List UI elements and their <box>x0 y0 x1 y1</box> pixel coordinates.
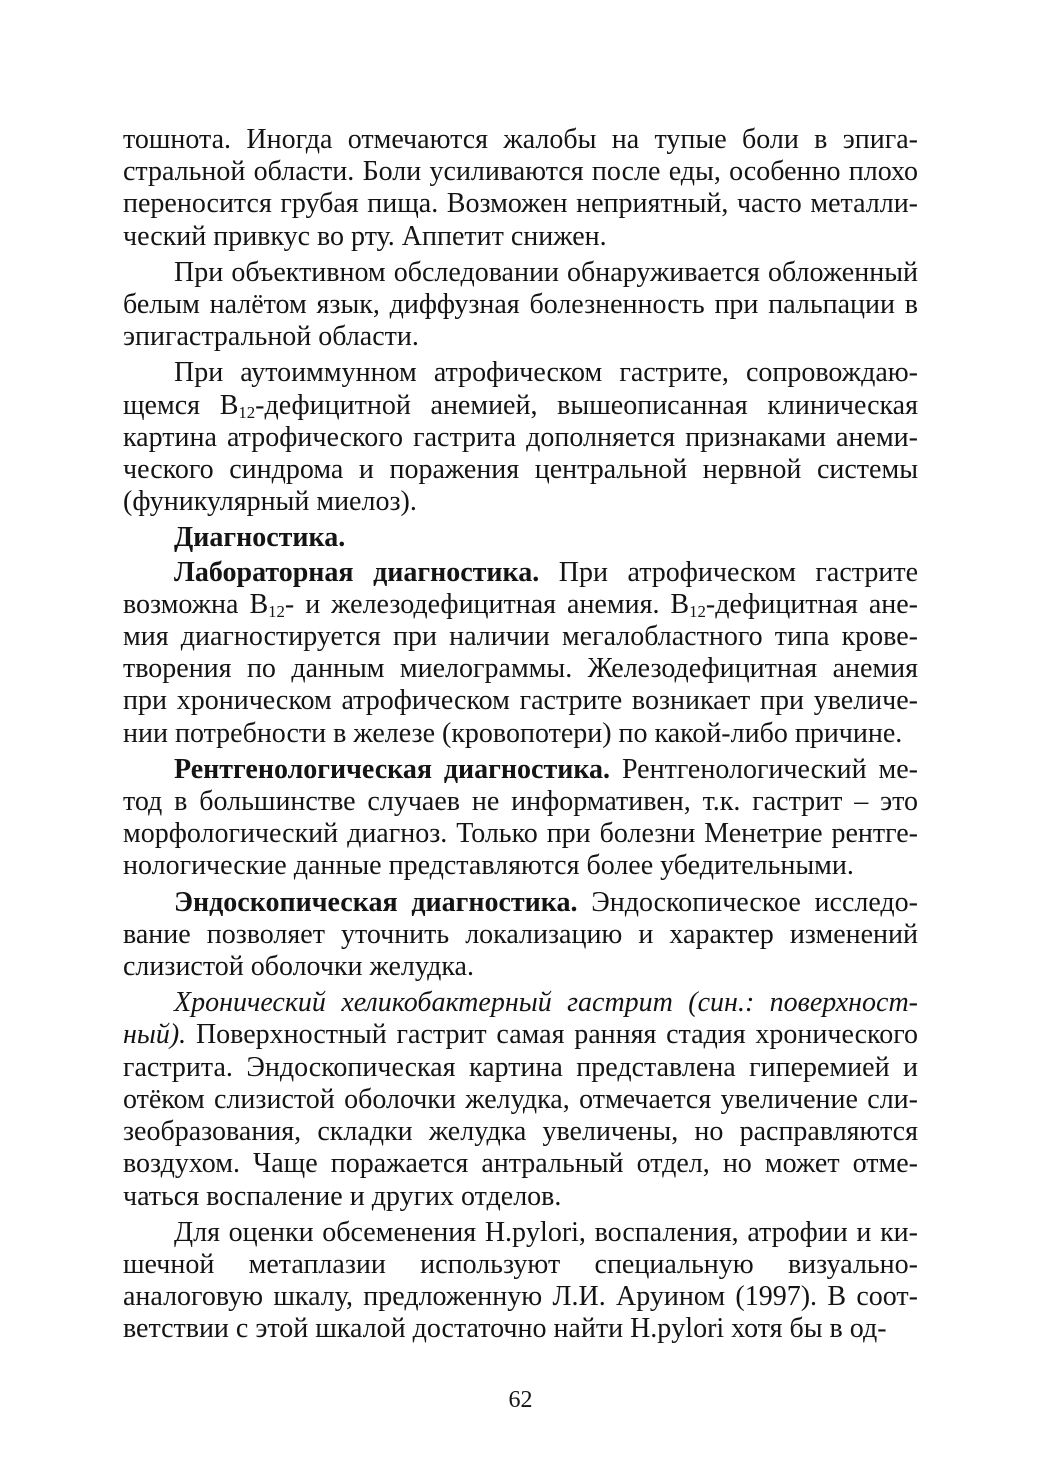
endoscopic-diagnostics-heading: Эндоскопическая диагностика. <box>174 886 578 918</box>
page-body <box>123 124 918 1350</box>
page-number: 62 <box>508 1387 533 1413</box>
helicobacter-gastritis-term: Хронический хеликобактерный гастрит (син.: поверхностный). <box>123 987 918 1051</box>
lab-diagnostics-heading: Лабораторная диагностика. <box>174 556 540 588</box>
paragraph-symptoms: тошнота. Иногда отмечаются жалобы на тупые боли в эпигастральной области. Боли усиливаются после еды, особенно плохо переносится грубая пища. Возможен неприятный, часто металлический привкус во рту. Аппетит снижен. <box>123 124 918 252</box>
paragraph-lab-diagnostics: Лабораторная диагностика. При атрофическом гастрите возможна $B_{12}-$ и железодефицитная анемия. $B_{12}$-дефицитная анемия диагностируется при наличии мегалобластного типа кроветворения по данным миелограммы. Железодефицитная анемия при хроническом атрофическом гастрите возникает при увеличении потребности в железе (кровопотери) по какой-либо причине. <box>123 556 918 749</box>
paragraph-visual-analog-scale: Для оценки обсеменения H.pylori, воспаления, атрофии и кишечной метаплазии используют специальную визуально-аналоговую шкалу, предложенную Л.И. Аруином (1997). В соответствии с этой шкалой достаточно найти H.pylori хотя бы в од- <box>123 1216 918 1345</box>
paragraph-autoimmune-gastritis: При аутоиммунном атрофическом гастрите, сопровождающемся $B_{12}$-дефицитной анемией, вышеописанная клиническая картина атрофического гастрита дополняется признаками анемического синдрома и поражения центральной нервной системы (фуникулярный миелоз). <box>123 357 918 518</box>
paragraph-xray-diagnostics: Рентгенологическая диагностика. Рентгенологический метод в большинстве случаев не информативен, т.к. гастрит – это морфологический диагноз. Только при болезни Менетрие рентгенологические данные представляются более убедительными. <box>123 753 918 882</box>
paragraph-helicobacter-gastritis: Хронический хеликобактерный гастрит (син.: поверхностный). Поверхностный гастрит самая ранняя стадия хронического гастрита. Эндоскопическая картина представлена гиперемией и отёком слизистой оболочки желудка, отмечается увеличение слизеобразования, складки желудка увеличены, но расправляются воздухом. Чаще поражается антральный отдел, но может отмечаться воспаление и других отделов. <box>123 987 918 1212</box>
paragraph-objective-exam: При объективном обследовании обнаруживается обложенный белым налётом язык, диффузная болезненность при пальпации в эпигастральной области. <box>123 256 918 353</box>
xray-diagnostics-heading: Рентгенологическая диагностика. <box>174 753 611 785</box>
paragraph-endoscopic-diagnostics: Эндоскопическая диагностика. Эндоскопическое исследование позволяет уточнить локализацию и характер изменений слизистой оболочки желудка. <box>123 886 918 983</box>
heading-diagnostics: Диагностика. <box>174 522 346 554</box>
